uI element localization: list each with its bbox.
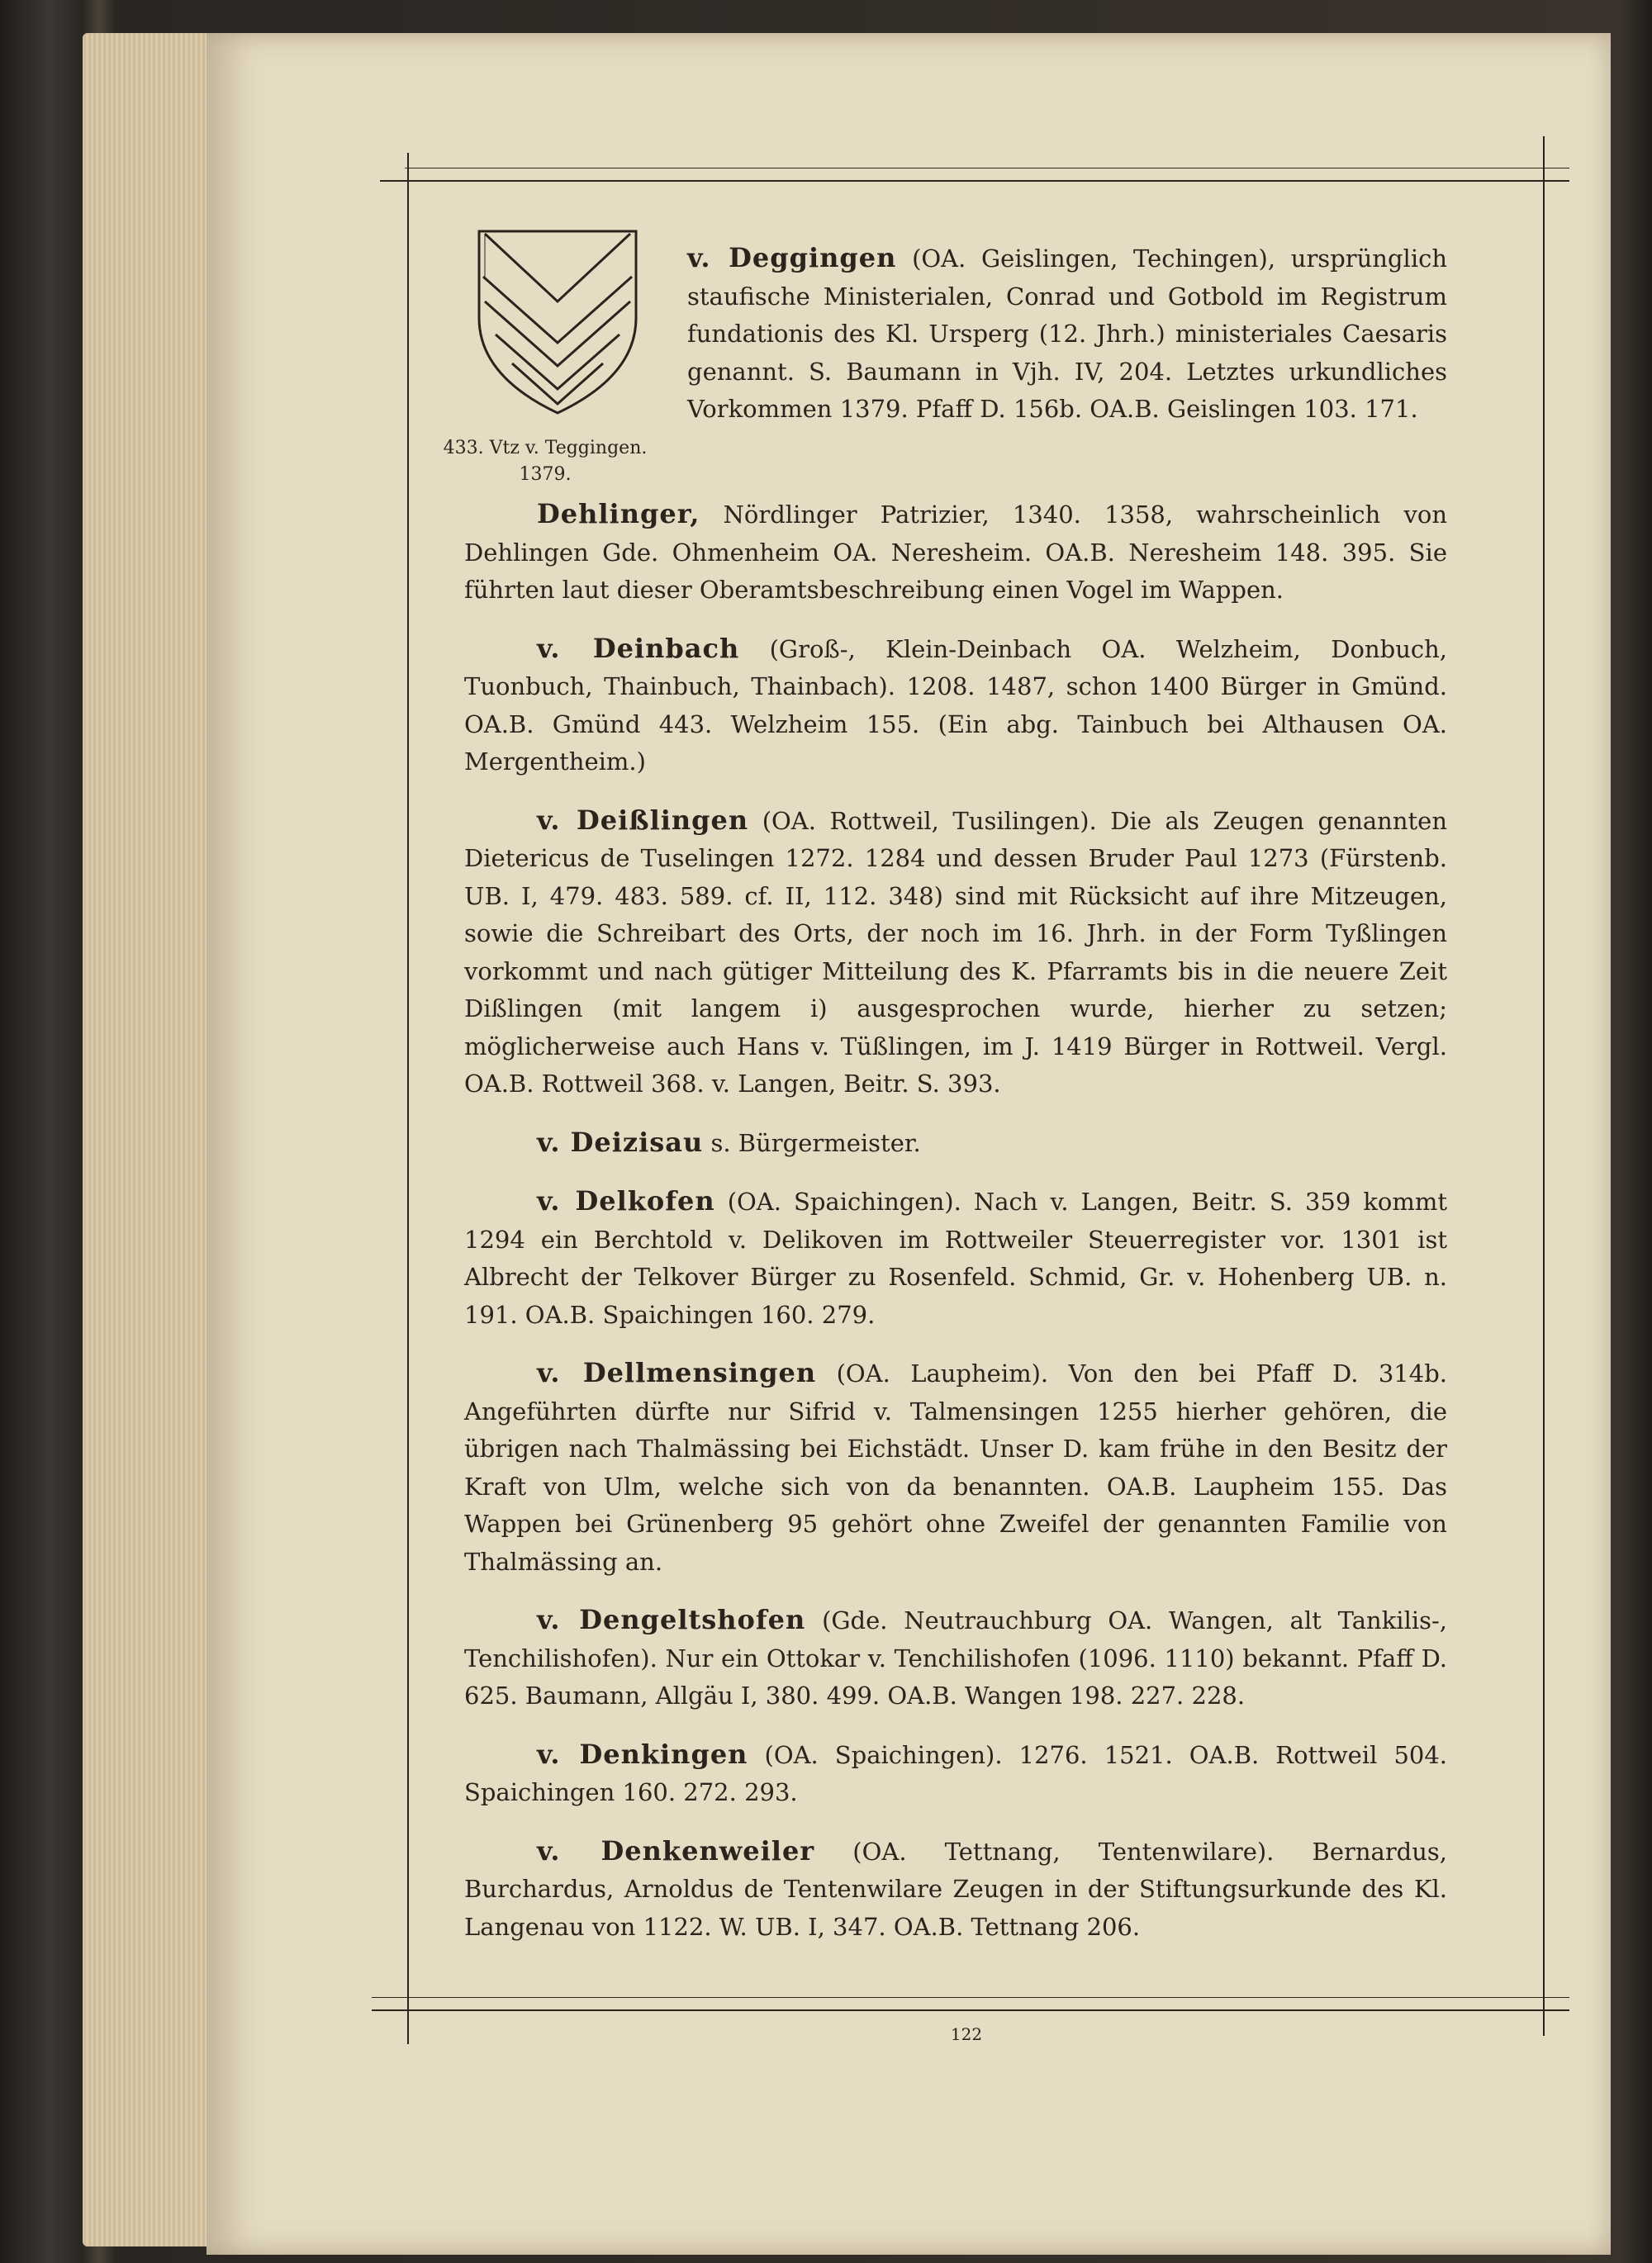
entry-deinbach [464, 630, 1447, 781]
entry-body: s. Bürgermeister. [710, 1128, 921, 1157]
bottom-rule-thin [372, 1997, 1569, 1998]
entry-heading: v. Deinbach [537, 632, 740, 664]
entry-heading: Dehlinger, [537, 498, 700, 529]
entry-body: Nördlinger Patrizier, 1340. 1358, wahrscheinlich von Dehlingen Gde. Ohmenheim OA. Neresheim. OA.B. Neresheim 148. 395. Sie führten laut dieser Oberamtsbeschreibung einen Vogel im Wappen. [464, 501, 1448, 604]
caption-line-1: 433. Vtz v. Teggingen. [443, 438, 648, 458]
entry-heading: v. Dellmensingen [537, 1357, 817, 1388]
entry-heading: v. Deggingen [687, 242, 897, 273]
entry-body: (OA. Tettnang, Tentenwilare). Bernardus, Burchardus, Arnoldus de Tentenwilare Zeugen in der Stiftungsurkunde des Kl. Langenau von 1122. W. UB. I, 347. OA.B. Tettnang 206. [464, 1837, 1448, 1941]
entry-dengeltshofen [464, 1601, 1447, 1715]
entry-heading: v. Deißlingen [537, 804, 749, 836]
entry-denkenweiler [464, 1833, 1447, 1947]
caption-line-2: 1379. [519, 464, 572, 485]
entry-deisslingen [464, 802, 1447, 1103]
entry-dellmensingen [464, 1354, 1447, 1581]
entry-body: (OA. Geislingen, Techingen), ursprünglich staufische Ministerialen, Conrad und Gotbold im Registrum fundationis des Kl. Ursperg (12. Jhrh.) ministeriales Caesaris genannt. S. Baumann in Vjh. IV, 204. Letztes urkundliches Vorkommen 1379. Pfaff D. 156b. OA.B. Geislingen 103. 171. [687, 244, 1448, 423]
page-stack-edge [83, 33, 215, 2246]
entry-deggingen [687, 240, 1447, 429]
entry-denkingen [464, 1736, 1447, 1812]
entry-heading: v. Delkofen [537, 1185, 715, 1217]
entry-body: (OA. Rottweil, Tusilingen). Die als Zeugen genannten Dietericus de Tuselingen 1272. 1284 und dessen Bruder Paul 1273 (Fürstenb. UB. I, 479. 483. 589. cf. II, 112. 348) sind mit Rücksicht auf ihre Mitzeugen, sowie die Schreibart des Orts, der noch im 16. Jhrh. in der Form Tyßlingen vorkommt und nach gütiger Mitteilung des K. Pfarramts bis in die neuere Zeit Dißlingen (mit langem i) ausgesprochen wurde, hierher zu setzen; möglicherweise auch Hans v. Tüßlingen, im J. 1419 Bürger in Rottweil. Vergl. OA.B. Rottweil 368. v. Langen, Beitr. S. 393. [464, 806, 1448, 1098]
right-border [1543, 136, 1545, 2036]
left-border [407, 153, 409, 2044]
entries-column [464, 496, 1447, 1966]
entry-body: (OA. Laupheim). Von den bei Pfaff D. 314b. Angeführten dürfte nur Sifrid v. Talmensingen 1255 hierher gehören, die übrigen nach Thalmässing bei Eichstädt. Unser D. kam frühe in den Besitz der Kraft von Ulm, welche sich von da benannten. OA.B. Laupheim 155. Das Wappen bei Grünenberg 95 gehört ohne Zweifel der genannten Familie von Thalmässing an. [464, 1359, 1447, 1576]
entry-delkofen [464, 1183, 1447, 1334]
entry-deizisau [464, 1124, 1447, 1163]
entry-heading: v. Denkingen [537, 1738, 748, 1770]
entry-heading: v. Denkenweiler [537, 1834, 815, 1867]
entry-body: (OA. Spaichingen). Nach v. Langen, Beitr. S. 359 kommt 1294 ein Berchtold v. Delikoven im Rottweiler Steuerregister vor. 1301 ist Albrecht der Telkover Bürger zu Rosenfeld. Schmid, Gr. v. Hohenberg UB. n. 191. OA.B. Spaichingen 160. 279. [464, 1188, 1448, 1329]
entry-heading: v. Dengeltshofen [537, 1604, 806, 1635]
entry-dehlinger [464, 496, 1447, 610]
entry-body: (OA. Spaichingen). 1276. 1521. OA.B. Rottweil 504. Spaichingen 160. 272. 293. [464, 1740, 1448, 1806]
entry-body: (Gde. Neutrauchburg OA. Wangen, alt Tankilis-, Tenchilishofen). Nur ein Ottokar v. Tenchilishofen (1096. 1110) bekannt. Pfaff D. 625. Baumann, Allgäu I, 380. 499. OA.B. Wangen 198. 227. 228. [464, 1606, 1448, 1710]
figure-caption [430, 435, 661, 488]
entry-heading: v. Deizisau [537, 1126, 704, 1158]
page-number: 122 [950, 2024, 983, 2044]
entry-body: (Groß-, Klein-Deinbach OA. Welzheim, Donbuch, Tuonbuch, Thainbuch, Thainbach). 1208. 1487, schon 1400 Bürger in Gmünd. OA.B. Gmünd 443. Welzheim 155. (Ein abg. Tainbuch bei Althausen OA. Mergentheim.) [464, 634, 1448, 776]
coat-of-arms-image [475, 227, 640, 417]
top-rule [380, 180, 1569, 182]
bottom-rule [372, 2009, 1569, 2011]
